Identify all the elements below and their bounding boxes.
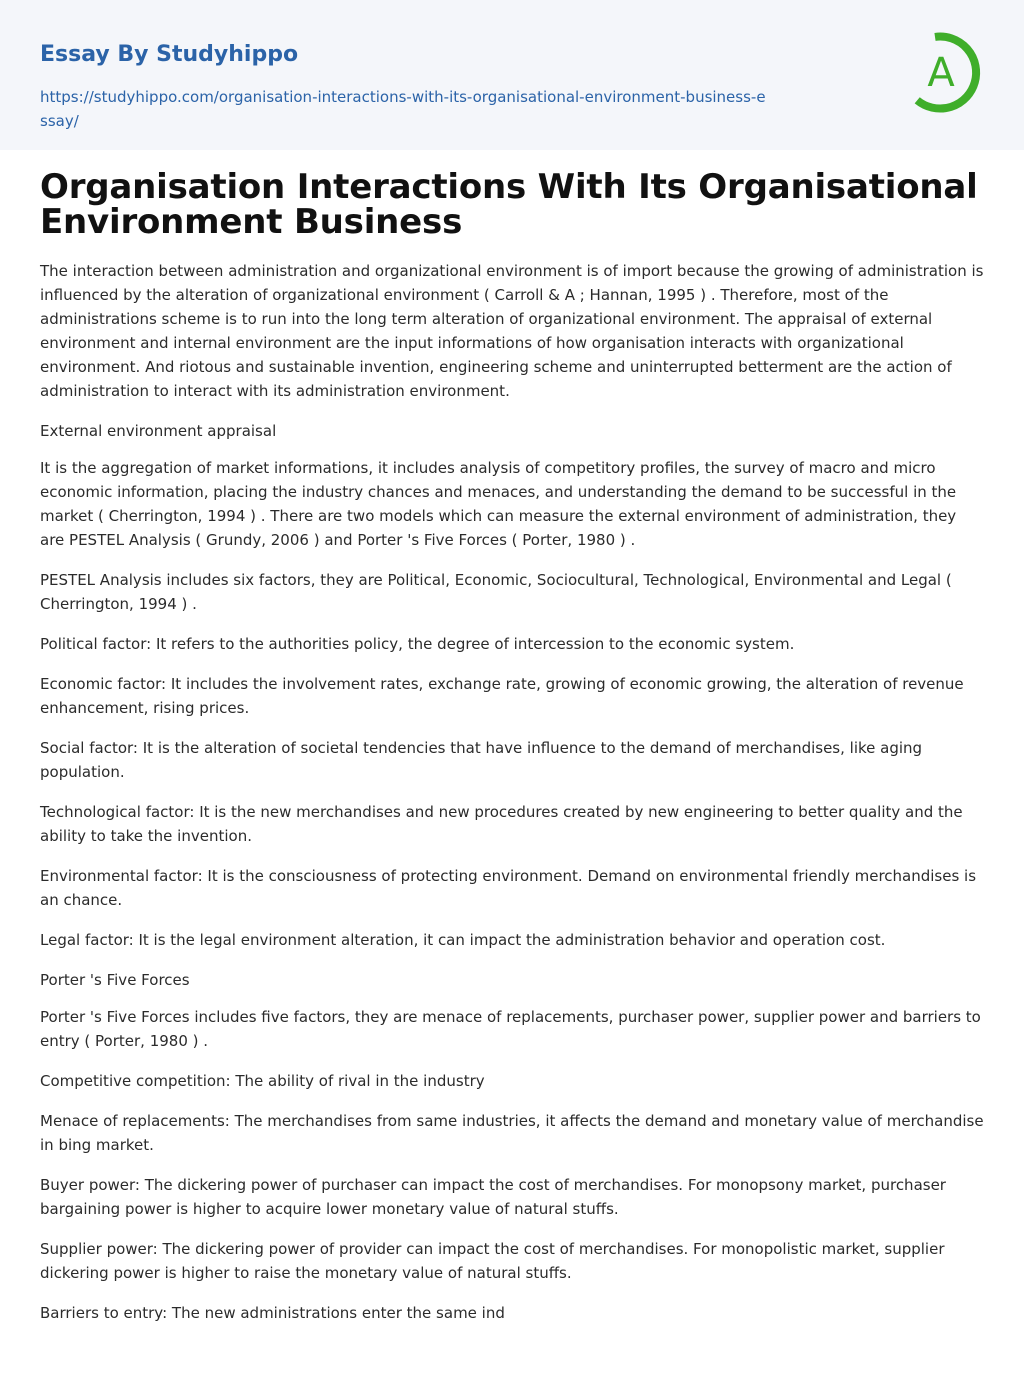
logo-letter: A xyxy=(927,50,955,96)
intro-paragraph: The interaction between administration and organizational environment is of import because the growing of administration is influenced by the alteration of organizational environment ( Carroll & A ; Hannan, 1995 ) . Therefore, most of the administrations scheme is to run into the long term alteration of organizational environment. The appraisal of external environment and internal environment are the input informations of how organisation interacts with organizational environment. And riotous and sustainable invention, engineering scheme and uninterrupted betterment are the action of administration to interact with its administration environment. xyxy=(40,262,984,400)
article-title: Organisation Interactions With Its Organisational Environment Business xyxy=(40,167,978,242)
studyhippo-logo-icon[interactable] xyxy=(904,28,988,116)
paragraph: Buyer power: The dickering power of purchaser can impact the cost of merchandises. For monopsony market, purchaser bargaining power is higher to acquire lower monetary value of natural stuffs. xyxy=(40,1176,946,1218)
paragraph: Legal factor: It is the legal environment alteration, it can impact the administration behavior and operation cost. xyxy=(40,931,886,949)
section-heading-external-appraisal: External environment appraisal xyxy=(40,422,277,440)
paragraph: Porter 's Five Forces includes five factors, they are menace of replacements, purchaser power, supplier power and barriers to entry ( Porter, 1980 ) . xyxy=(40,1008,981,1050)
essay-url-link[interactable]: https://studyhippo.com/organisation-interactions-with-its-organisational-environment-business-essay/ xyxy=(40,88,766,130)
article xyxy=(0,167,1024,1325)
paragraph: Environmental factor: It is the consciousness of protecting environment. Demand on environmental friendly merchandises is an chance. xyxy=(40,867,977,909)
paragraph: Menace of replacements: The merchandises from same industries, it affects the demand and monetary value of merchandise in bing market. xyxy=(40,1112,984,1154)
paragraph: Social factor: It is the alteration of societal tendencies that have influence to the demand of merchandises, like aging population. xyxy=(40,739,923,781)
paragraph: Economic factor: It includes the involvement rates, exchange rate, growing of economic growing, the alteration of revenue enhancement, rising prices. xyxy=(40,675,964,717)
paragraph: Political factor: It refers to the authorities policy, the degree of intercession to the economic system. xyxy=(40,635,795,653)
section-heading-porter-five-forces: Porter 's Five Forces xyxy=(40,971,190,989)
paragraph: PESTEL Analysis includes six factors, they are Political, Economic, Sociocultural, Technological, Environmental and Legal ( Cherrington, 1994 ) . xyxy=(40,571,952,613)
paragraph: Barriers to entry: The new administrations enter the same ind xyxy=(40,1304,505,1322)
brand-title[interactable]: Essay By Studyhippo xyxy=(40,42,299,67)
paragraph: Competitive competition: The ability of rival in the industry xyxy=(40,1072,485,1090)
site-header xyxy=(0,0,1024,150)
paragraph: It is the aggregation of market informations, it includes analysis of competitory profiles, the survey of macro and micro economic information, placing the industry chances and menaces, and understanding the demand to be successful in the market ( Cherrington, 1994 ) . There are two models which can measure the external environment of administration, they are PESTEL Analysis ( Grundy, 2006 ) and Porter 's Five Forces ( Porter, 1980 ) . xyxy=(40,459,957,549)
paragraph: Supplier power: The dickering power of provider can impact the cost of merchandises. For monopolistic market, supplier dickering power is higher to raise the monetary value of natural stuffs. xyxy=(40,1240,945,1282)
paragraph: Technological factor: It is the new merchandises and new procedures created by new engineering to better quality and the ability to take the invention. xyxy=(40,803,963,845)
